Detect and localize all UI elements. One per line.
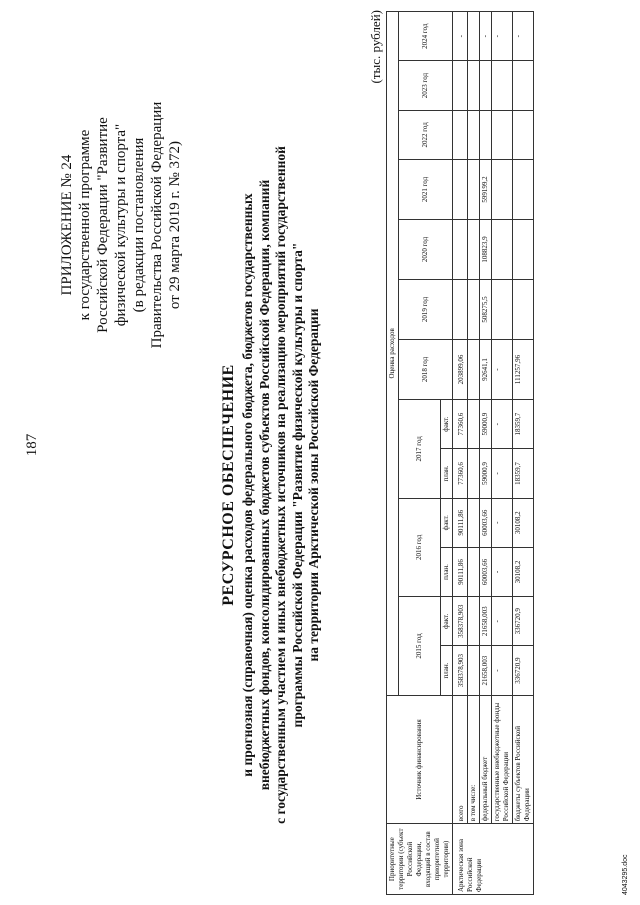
appendix-line: физической культуры и спорта": [113, 123, 129, 327]
value-cell: 60003,66: [480, 547, 492, 596]
appendix-line: к государственной программе: [77, 129, 93, 321]
value-cell: [468, 449, 480, 498]
value-cell: [453, 280, 468, 340]
value-cell: -: [492, 547, 513, 596]
table-row: [492, 12, 513, 895]
value-cell: [468, 498, 480, 547]
value-cell: 358378,903: [453, 646, 468, 695]
value-cell: -: [453, 12, 468, 61]
table-row: [513, 12, 534, 895]
value-cell: 59000,9: [480, 400, 492, 449]
value-cell: 90111,86: [453, 498, 468, 547]
header-year: 2022 год: [399, 110, 453, 159]
value-cell: [468, 280, 480, 340]
footer-filename: 4043295.doc: [622, 854, 629, 895]
source-cell: всего: [453, 695, 468, 824]
value-cell: [513, 110, 534, 159]
value-cell: [468, 12, 480, 61]
resource-table: [386, 11, 534, 895]
value-cell: [453, 61, 468, 110]
value-cell: -: [492, 12, 513, 61]
value-cell: [492, 160, 513, 220]
subtitle-line: и прогнозная (справочная) оценка расходов федерального бюджета, бюджетов государственных: [240, 193, 255, 777]
value-cell: [468, 547, 480, 596]
header-fact: факт.: [441, 498, 453, 547]
value-cell: [480, 110, 492, 159]
value-cell: 18359,7: [513, 400, 534, 449]
value-cell: -: [492, 597, 513, 646]
table-row: [453, 12, 468, 895]
header-year: 2017 год: [399, 400, 441, 499]
value-cell: 203899,06: [453, 340, 468, 400]
value-cell: 21658,003: [480, 646, 492, 695]
value-cell: [492, 110, 513, 159]
source-cell: бюджеты субъектов Российской Федерации: [513, 695, 534, 824]
value-cell: [468, 597, 480, 646]
value-cell: [468, 400, 480, 449]
appendix-line: (в редакции постановления: [131, 137, 147, 313]
value-cell: 30108,2: [513, 498, 534, 547]
header-year: 2024 год: [399, 12, 453, 61]
header-plan: план.: [441, 449, 453, 498]
source-cell: государственные внебюджетные фонды Российской Федерации: [492, 695, 513, 824]
source-cell: в том числе:: [468, 695, 480, 824]
value-cell: 358378,903: [453, 597, 468, 646]
value-cell: -: [492, 400, 513, 449]
header-source: Источник финансирования: [387, 695, 453, 824]
value-cell: [513, 61, 534, 110]
value-cell: [453, 220, 468, 280]
header-year: 2020 год: [399, 220, 453, 280]
table-row: [468, 12, 480, 895]
value-cell: [513, 220, 534, 280]
value-cell: -: [492, 646, 513, 695]
value-cell: [468, 646, 480, 695]
value-cell: [492, 220, 513, 280]
value-cell: 21658,003: [480, 597, 492, 646]
value-cell: -: [513, 12, 534, 61]
value-cell: [468, 220, 480, 280]
value-cell: [492, 280, 513, 340]
header-fact: факт.: [441, 597, 453, 646]
header-year: 2023 год: [399, 61, 453, 110]
appendix-line: от 29 марта 2019 г. № 372): [167, 140, 183, 310]
value-cell: 77360,6: [453, 400, 468, 449]
value-cell: -: [492, 498, 513, 547]
territory-cell: Арктическая зона Российской Федерации: [453, 824, 534, 895]
header-year: 2016 год: [399, 498, 441, 597]
value-cell: 90111,86: [453, 547, 468, 596]
table-row: [480, 12, 492, 895]
value-cell: [468, 340, 480, 400]
appendix-line: Правительства Российской Федерации: [149, 101, 165, 349]
title-subtitle: [240, 95, 323, 875]
value-cell: 59000,9: [480, 449, 492, 498]
units-label: (тыс. рублей): [368, 10, 383, 84]
header-plan: план.: [441, 646, 453, 695]
value-cell: 108823,9: [480, 220, 492, 280]
subtitle-line: с государственным участием и иных внебюджетных источников на реализацию мероприятий государственной: [273, 146, 288, 824]
table-body: [453, 12, 534, 895]
appendix-header: [58, 15, 184, 435]
subtitle-line: внебюджетных фондов, консолидированных бюджетов субъектов Российской Федерации, компаний: [256, 179, 272, 791]
header-plan: план.: [441, 547, 453, 596]
value-cell: -: [492, 449, 513, 498]
header-estimate: Оценка расходов: [387, 12, 399, 696]
value-cell: [453, 160, 468, 220]
subtitle-line: программы Российской Федерации "Развитие физической культуры и спорта": [289, 242, 305, 728]
value-cell: 30108,2: [513, 547, 534, 596]
value-cell: -: [480, 12, 492, 61]
header-year: 2021 год: [399, 160, 453, 220]
page-number: 187: [24, 433, 40, 457]
value-cell: [480, 61, 492, 110]
value-cell: [492, 61, 513, 110]
value-cell: [513, 160, 534, 220]
value-cell: 336720,9: [513, 597, 534, 646]
header-year: 2019 год: [399, 280, 453, 340]
value-cell: 18359,7: [513, 449, 534, 498]
value-cell: 77360,6: [453, 449, 468, 498]
value-cell: 336720,9: [513, 646, 534, 695]
appendix-line: ПРИЛОЖЕНИЕ № 24: [59, 154, 75, 296]
value-cell: [468, 160, 480, 220]
value-cell: [453, 110, 468, 159]
value-cell: 92641,1: [480, 340, 492, 400]
value-cell: 111257,96: [513, 340, 534, 400]
value-cell: 60003,66: [480, 498, 492, 547]
header-territory: Приоритетные территории (субъект Российской Федерации, входящий в состав приоритетной территории): [387, 824, 453, 895]
value-cell: [468, 110, 480, 159]
source-cell: федеральный бюджет: [480, 695, 492, 824]
appendix-line: Российской Федерации "Развитие: [95, 117, 111, 333]
title-main: РЕСУРСНОЕ ОБЕСПЕЧЕНИЕ: [220, 364, 237, 606]
value-cell: -: [492, 340, 513, 400]
document-title: [218, 95, 323, 875]
value-cell: 599199,2: [480, 160, 492, 220]
value-cell: [513, 280, 534, 340]
value-cell: 508275,5: [480, 280, 492, 340]
header-fact: факт.: [441, 400, 453, 449]
header-year: 2015 год: [399, 597, 441, 696]
header-year: 2018 год: [399, 340, 453, 400]
subtitle-line: на территории Арктической зоны Российской Федерации: [306, 308, 321, 662]
value-cell: [468, 61, 480, 110]
